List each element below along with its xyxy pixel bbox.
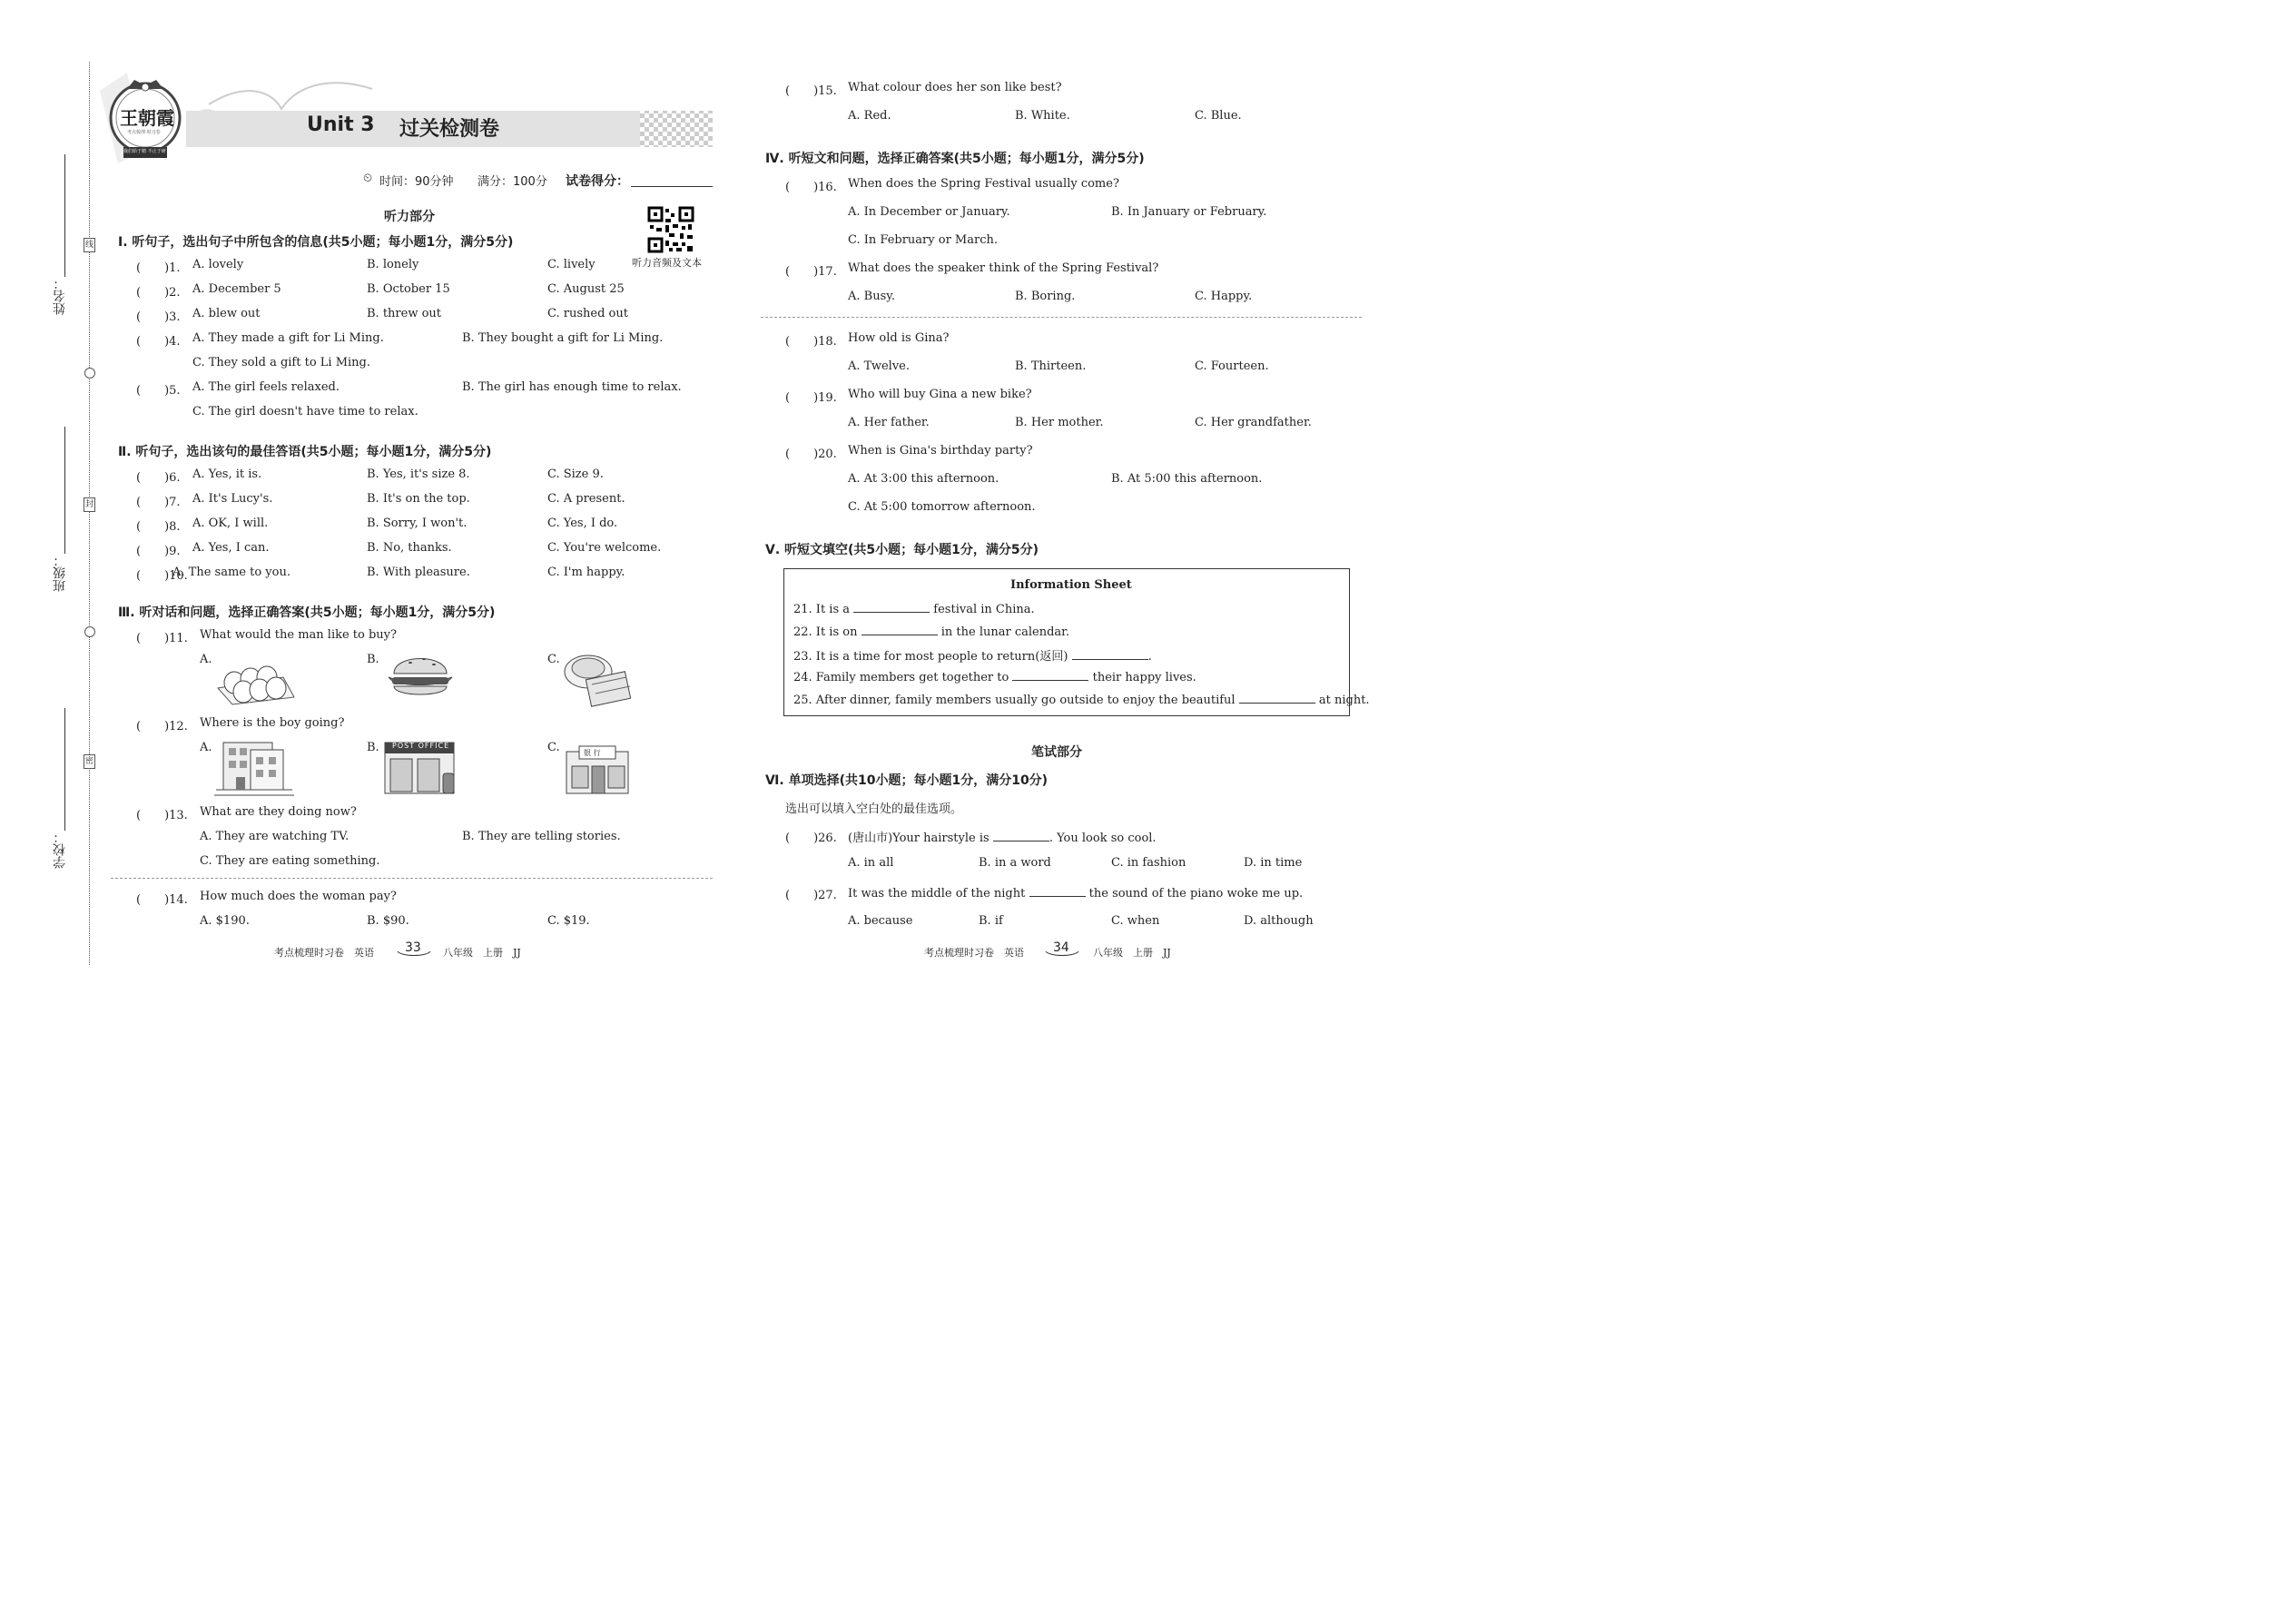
option-a[interactable]: A. The girl feels relaxed.: [192, 380, 340, 394]
option-c[interactable]: C. At 5:00 tomorrow afternoon.: [848, 500, 1036, 514]
option-c[interactable]: C. You're welcome.: [547, 541, 662, 555]
option-c[interactable]: C.: [547, 741, 560, 754]
section-5-title: Ⅴ. 听短文填空(共5小题；每小题1分，满分5分): [765, 543, 1039, 557]
option-c[interactable]: C. rushed out: [547, 307, 628, 320]
option-b[interactable]: B. $90.: [367, 914, 409, 928]
option-c[interactable]: C. A present.: [547, 492, 625, 506]
section-6-title: Ⅵ. 单项选择(共10小题；每小题1分，满分10分): [765, 773, 1049, 788]
option-b[interactable]: B.: [367, 741, 379, 754]
question-text: What colour does her son like best?: [848, 81, 1062, 94]
option-c[interactable]: C. I'm happy.: [547, 566, 625, 579]
listening-part-title: 听力部分: [384, 210, 435, 224]
score-label: 试卷得分：: [566, 174, 629, 189]
question-number: ( )2.: [136, 286, 181, 300]
fill-line-21: [793, 601, 1035, 616]
answer-blank[interactable]: [1239, 692, 1315, 704]
fill-line-23: [793, 646, 1152, 664]
question-number: ( )16.: [785, 181, 837, 194]
option-b[interactable]: B. In January or February.: [1111, 205, 1267, 219]
option-a[interactable]: A. Twelve.: [848, 359, 911, 373]
post-office-sign: POST OFFICE: [392, 742, 450, 750]
question-stem: . You look so cool.: [1049, 832, 1157, 845]
page-bracket-left: [396, 950, 432, 959]
option-c[interactable]: C. August 25: [547, 282, 625, 296]
question-number: ( )14.: [136, 893, 188, 907]
eggs-icon[interactable]: [214, 652, 298, 708]
question-number: ( )10.: [136, 569, 188, 583]
option-a[interactable]: A. The same to you.: [172, 566, 290, 579]
question-stem: (唐山市)Your hairstyle is: [848, 832, 989, 845]
option-a[interactable]: A. It's Lucy's.: [192, 492, 273, 506]
option-a[interactable]: A.: [200, 741, 212, 754]
option-b[interactable]: B. in a word: [979, 856, 1051, 870]
option-b[interactable]: B. No, thanks.: [367, 541, 452, 555]
option-c[interactable]: C. Her grandfather.: [1195, 416, 1312, 429]
clock-icon: ⏲: [363, 172, 373, 185]
fill-text: their happy lives.: [1092, 671, 1196, 684]
option-a[interactable]: A. Busy.: [848, 290, 895, 303]
question-text: What does the speaker think of the Spring Festival?: [848, 261, 1159, 275]
option-b[interactable]: B. Yes, it's size 8.: [367, 468, 470, 481]
fill-line-25: [793, 692, 1370, 707]
question-number: ( )7.: [136, 496, 181, 509]
option-c[interactable]: C. Blue.: [1195, 109, 1242, 123]
option-b[interactable]: B. With pleasure.: [367, 566, 470, 579]
fill-line-24: [793, 669, 1196, 684]
option-b[interactable]: B. if: [979, 914, 1003, 928]
section-6-instruction: 选出可以填入空白处的最佳选项。: [785, 802, 963, 816]
question-number: ( )26.: [785, 832, 837, 845]
option-a[interactable]: A. They made a gift for Li Ming.: [192, 331, 384, 345]
question-number: ( )15.: [785, 84, 837, 98]
question-number: ( )13.: [136, 809, 188, 822]
writing-part-title: 笔试部分: [1031, 745, 1082, 760]
seal-char-xian: 线: [84, 238, 95, 252]
option-a[interactable]: A. because: [848, 914, 913, 928]
full-score-info: 满分：100分: [478, 175, 547, 189]
option-b[interactable]: B. Boring.: [1015, 290, 1076, 303]
divider: [761, 317, 1362, 318]
footer-right-grade: 八年级 上册 JJ: [1093, 947, 1171, 959]
option-a[interactable]: A. December 5: [192, 282, 281, 296]
option-c[interactable]: C. Yes, I do.: [547, 517, 618, 530]
answer-blank[interactable]: [853, 601, 930, 613]
section-4-title: Ⅳ. 听短文和问题，选择正确答案(共5小题；每小题1分，满分5分): [765, 152, 1145, 166]
option-c[interactable]: C.: [547, 653, 560, 666]
school-label: 学校：: [53, 831, 67, 869]
question-number: ( )6.: [136, 471, 181, 485]
hamburger-icon[interactable]: [383, 650, 458, 708]
option-b[interactable]: B. October 15: [367, 282, 450, 296]
qr-caption: 听力音频及文本: [632, 257, 702, 269]
question-number: ( )1.: [136, 261, 181, 275]
question-number: ( )9.: [136, 545, 181, 558]
answer-blank[interactable]: [1072, 648, 1148, 660]
question-number: ( )27.: [785, 889, 837, 902]
option-b[interactable]: B. They bought a gift for Li Ming.: [462, 331, 664, 345]
question-stem: the sound of the piano woke me up.: [1088, 887, 1304, 901]
seal-char-mi: 密: [84, 754, 95, 769]
option-c[interactable]: C. when: [1111, 914, 1160, 928]
name-blank-line[interactable]: [64, 154, 65, 277]
answer-blank[interactable]: [993, 830, 1049, 842]
question-number: ( )4.: [136, 335, 181, 349]
binding-dotted-line: [89, 62, 90, 965]
option-a[interactable]: A. in all: [848, 856, 894, 870]
question-number: ( )17.: [785, 265, 837, 279]
binding-hole: [84, 626, 95, 637]
fill-line-22: [793, 624, 1069, 639]
footer-left-grade: 八年级 上册 JJ: [443, 947, 521, 959]
fill-text: 24. Family members get together to: [793, 671, 1009, 684]
option-a[interactable]: A. blew out: [192, 307, 261, 320]
option-c[interactable]: C. In February or March.: [848, 233, 998, 247]
footer-right-series: 考点梳理时习卷 英语: [924, 947, 1024, 959]
information-sheet-title: Information Sheet: [1010, 578, 1132, 592]
score-blank[interactable]: [631, 186, 713, 187]
logo-ribbon-text: 我们始于精 不止于研: [123, 149, 166, 154]
option-b[interactable]: B. Thirteen.: [1015, 359, 1087, 373]
question-text: [848, 885, 1303, 901]
option-d[interactable]: D. in time: [1244, 856, 1303, 870]
option-c[interactable]: C. Happy.: [1195, 290, 1253, 303]
answer-blank[interactable]: [1029, 885, 1086, 897]
fill-text: 21. It is a: [793, 603, 851, 616]
name-label: 姓名：: [53, 277, 67, 315]
option-b[interactable]: B. Sorry, I won't.: [367, 517, 468, 530]
logo-text: 王朝霞: [120, 107, 174, 129]
time-info: 时间：90分钟: [379, 175, 454, 189]
question-number: ( )20.: [785, 448, 837, 461]
school-blank-line[interactable]: [64, 708, 65, 831]
option-b[interactable]: B. It's on the top.: [367, 492, 470, 506]
question-text: What are they doing now?: [200, 805, 357, 819]
question-text: [848, 828, 1157, 845]
answer-blank[interactable]: [861, 624, 938, 635]
page-bracket-right: [1044, 950, 1080, 959]
option-b[interactable]: B. The girl has enough time to relax.: [462, 380, 682, 394]
question-text: Who will buy Gina a new bike?: [848, 388, 1032, 401]
fill-text: in the lunar calendar.: [940, 625, 1070, 639]
option-a[interactable]: A.: [200, 653, 212, 666]
question-number: ( )12.: [136, 720, 188, 733]
question-text: When is Gina's birthday party?: [848, 444, 1033, 458]
option-b[interactable]: B. Her mother.: [1015, 416, 1104, 429]
option-a[interactable]: A. At 3:00 this afternoon.: [848, 472, 999, 486]
option-b[interactable]: B. They are telling stories.: [462, 830, 621, 843]
question-number: ( )11.: [136, 632, 188, 645]
option-b[interactable]: B. At 5:00 this afternoon.: [1111, 472, 1263, 486]
bank-sign: 银 行: [584, 749, 601, 757]
unit-title: Unit 3: [307, 113, 375, 136]
option-c[interactable]: C. $19.: [547, 914, 590, 928]
section-3-title: Ⅲ. 听对话和问题，选择正确答案(共5小题；每小题1分，满分5分): [118, 605, 496, 620]
question-text: When does the Spring Festival usually come?: [848, 177, 1119, 191]
question-number: ( )3.: [136, 310, 181, 324]
qr-code-icon[interactable]: [647, 206, 694, 253]
option-b[interactable]: B.: [367, 653, 379, 666]
building-icon[interactable]: [214, 737, 294, 797]
option-c[interactable]: C. They sold a gift to Li Ming.: [192, 356, 371, 369]
answer-blank[interactable]: [1012, 669, 1088, 681]
question-text: Where is the boy going?: [200, 716, 345, 730]
page-number-left: 33: [405, 940, 421, 955]
section-1-title: Ⅰ. 听句子，选出句子中所包含的信息(共5小题；每小题1分，满分5分): [118, 235, 514, 250]
question-number: ( )5.: [136, 384, 181, 398]
fill-text: at night.: [1318, 694, 1370, 707]
fill-text: festival in China.: [933, 603, 1035, 616]
option-c[interactable]: C. They are eating something.: [200, 854, 380, 868]
option-c[interactable]: C. in fashion: [1111, 856, 1186, 870]
question-text: How old is Gina?: [848, 331, 950, 345]
question-number: ( )8.: [136, 520, 181, 534]
option-b[interactable]: B. White.: [1015, 109, 1070, 123]
class-blank-line[interactable]: [64, 427, 65, 554]
logo-small-text: 考点梳理·时习卷: [127, 130, 161, 135]
option-c[interactable]: C. Size 9.: [547, 468, 604, 481]
fill-text: 25. After dinner, family members usually go outside to enjoy the beautiful: [793, 694, 1236, 707]
question-number: ( )18.: [785, 335, 837, 349]
seal-char-feng: 封: [84, 497, 95, 512]
paper-title: 过关检测卷: [399, 118, 500, 141]
option-a[interactable]: A. Yes, I can.: [192, 541, 270, 555]
option-a[interactable]: A. lovely: [192, 258, 244, 271]
footer-left-series: 考点梳理时习卷 英语: [274, 947, 374, 959]
fill-text: 22. It is on: [793, 625, 858, 639]
option-b[interactable]: B. threw out: [367, 307, 442, 320]
mooncake-gift-icon[interactable]: [561, 648, 632, 710]
question-stem: It was the middle of the night: [848, 887, 1026, 901]
page-number-right: 34: [1053, 940, 1069, 955]
option-a[interactable]: A. OK, I will.: [192, 517, 269, 530]
question-number: ( )19.: [785, 391, 837, 405]
option-a[interactable]: A. Her father.: [848, 416, 930, 429]
question-text: How much does the woman pay?: [200, 890, 397, 903]
divider: [111, 878, 713, 879]
binding-hole: [84, 368, 95, 379]
option-b[interactable]: B. lonely: [367, 258, 419, 271]
option-a[interactable]: A. In December or January.: [848, 205, 1010, 219]
option-c[interactable]: C. lively: [547, 258, 596, 271]
fill-text: 23. It is a time for most people to return(返回): [793, 650, 1068, 664]
class-label: 班级：: [53, 554, 67, 592]
option-a[interactable]: A. They are watching TV.: [200, 830, 350, 843]
fill-text: .: [1147, 650, 1152, 664]
option-c[interactable]: C. The girl doesn't have time to relax.: [192, 405, 418, 418]
question-text: What would the man like to buy?: [200, 628, 397, 642]
section-2-title: Ⅱ. 听句子，选出该句的最佳答语(共5小题；每小题1分，满分5分): [118, 445, 492, 459]
option-a[interactable]: A. Yes, it is.: [192, 468, 262, 481]
option-d[interactable]: D. although: [1244, 914, 1314, 928]
option-c[interactable]: C. Fourteen.: [1195, 359, 1269, 373]
option-a[interactable]: A. $190.: [200, 914, 250, 928]
option-a[interactable]: A. Red.: [848, 109, 891, 123]
